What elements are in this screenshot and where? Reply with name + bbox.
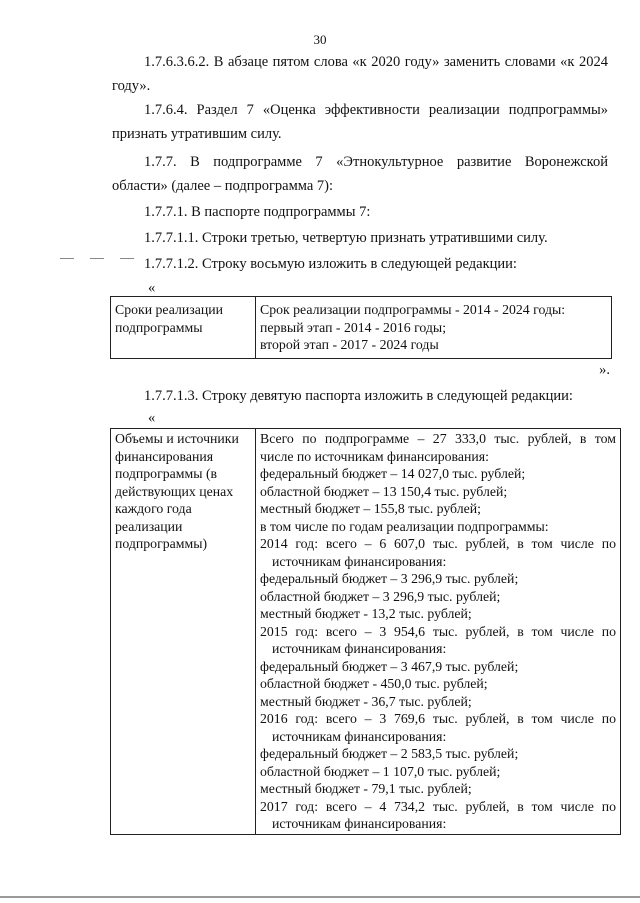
table1-left-cell: Сроки реализации подпрограммы	[111, 297, 256, 359]
table-row	[111, 429, 621, 835]
table2-line: источникам финансирования:	[272, 553, 447, 569]
close-quote: ».	[599, 362, 610, 378]
table2-line: областной бюджет – 1 107,0 тыс. рублей;	[260, 763, 501, 779]
paragraph-1: 1.7.6.3.6.2. В абзаце пятом слова «к 2020 году» заменить словами «к 2024 году».	[112, 54, 608, 94]
table1-line: первый этап - 2014 - 2016 годы;	[260, 319, 447, 335]
table2-line: числе по источникам финансирования:	[260, 448, 489, 464]
table2-line: местный бюджет - 13,2 тыс. рублей;	[260, 606, 472, 621]
table2-line: федеральный бюджет – 3 296,9 тыс. рублей;	[260, 571, 519, 586]
table2-line: федеральный бюджет – 3 467,9 тыс. рублей;	[260, 658, 519, 674]
passport-table-terms	[110, 296, 612, 359]
table2-line: областной бюджет – 3 296,9 тыс. рублей;	[260, 588, 501, 604]
table2-line: федеральный бюджет – 14 027,0 тыс. рублей;	[260, 466, 526, 481]
table2-line: федеральный бюджет – 2 583,5 тыс. рублей;	[260, 746, 519, 761]
table2-right-cell	[256, 429, 621, 835]
paragraph-2: 1.7.6.4. Раздел 7 «Оценка эффективности реализации подпрограммы» признать утратившим силу.	[112, 102, 608, 142]
paragraph-4: 1.7.7.1. В паспорте подпрограммы 7:	[144, 204, 371, 220]
table1-line: Срок реализации подпрограммы - 2014 - 2024 годы:	[260, 302, 566, 317]
table2-line: 2017 год: всего – 4 734,2 тыс. рублей, в том числе по	[260, 798, 616, 814]
paragraph-6: 1.7.7.1.2. Строку восьмую изложить в следующей редакции:	[144, 256, 517, 272]
table2-line: 2016 год: всего – 3 769,6 тыс. рублей, в том числе по	[260, 711, 616, 726]
table1-right-cell	[256, 297, 612, 359]
page-number: 30	[313, 32, 327, 47]
table-row	[111, 297, 612, 359]
paragraph-7: 1.7.7.1.3. Строку девятую паспорта изложить в следующей редакции:	[144, 388, 573, 404]
open-quote-2: «	[148, 410, 156, 426]
scan-bottom-edge	[0, 896, 640, 898]
table1-line: второй этап - 2017 - 2024 годы	[260, 337, 439, 352]
table2-left-cell: Объемы и источники финансирования подпрограммы (в действующих ценах каждого года реализации подпрограммы)	[111, 429, 256, 835]
passport-table-funding	[110, 428, 621, 835]
table2-line: местный бюджет – 155,8 тыс. рублей;	[260, 501, 481, 516]
table2-line: источникам финансирования:	[272, 728, 447, 744]
table2-line: местный бюджет - 79,1 тыс. рублей;	[260, 781, 472, 796]
table2-line: 2015 год: всего – 3 954,6 тыс. рублей, в том числе по	[260, 623, 616, 639]
table2-line: местный бюджет - 36,7 тыс. рублей;	[260, 693, 472, 709]
paragraph-5: 1.7.7.1.1. Строки третью, четвертую признать утратившими силу.	[144, 230, 548, 246]
table2-line: 2014 год: всего – 6 607,0 тыс. рублей, в том числе по	[260, 536, 616, 551]
table2-line: источникам финансирования:	[272, 641, 447, 656]
table2-line: областной бюджет – 13 150,4 тыс. рублей;	[260, 483, 508, 499]
table2-line: в том числе по годам реализации подпрограммы:	[260, 518, 549, 534]
table2-line: Всего по подпрограмме – 27 333,0 тыс. рублей, в том	[260, 431, 616, 446]
paragraph-3: 1.7.7. В подпрограмме 7 «Этнокультурное развитие Воронежской области» (далее – подпрограмма 7):	[112, 154, 608, 194]
table2-line: источникам финансирования:	[272, 816, 447, 831]
table2-line: областной бюджет - 450,0 тыс. рублей;	[260, 676, 488, 691]
open-quote-1: «	[148, 280, 156, 296]
